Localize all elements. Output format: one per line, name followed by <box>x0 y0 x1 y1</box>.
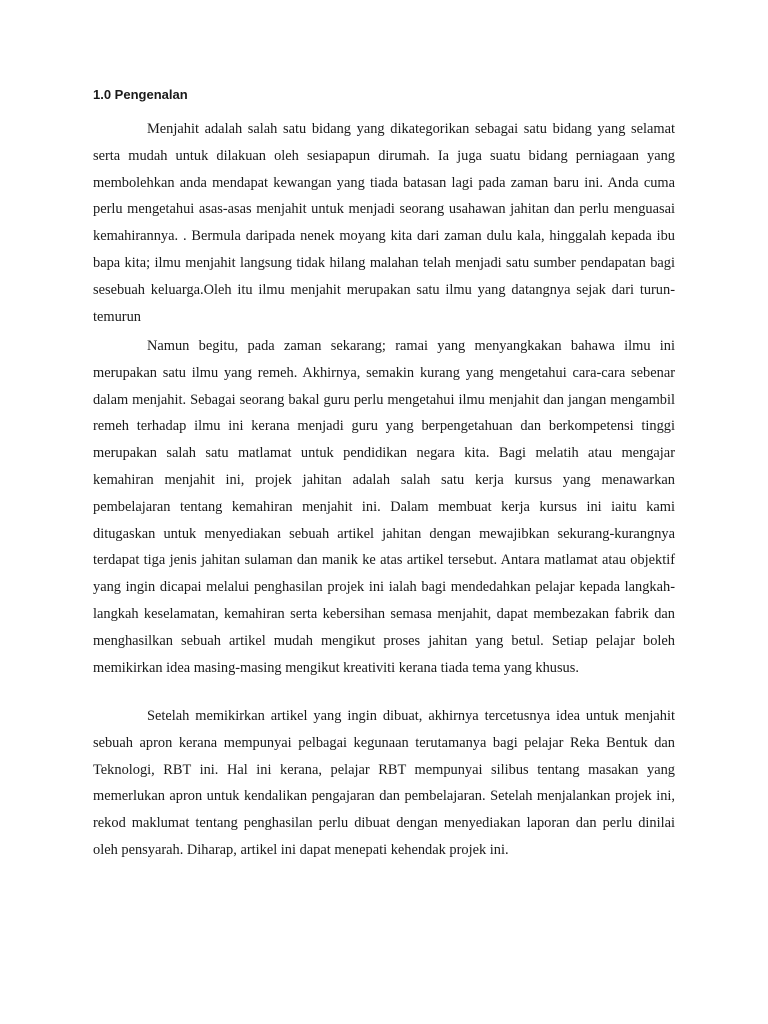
paragraph-3: Setelah memikirkan artikel yang ingin dibuat, akhirnya tercetusnya idea untuk menjahit sebuah apron kerana mempunyai pelbagai kegunaan terutamanya bagi pelajar Reka Bentuk dan Teknologi, RBT ini. Hal ini kerana, pelajar RBT mempunyai silibus tentang masakan yang memerlukan apron untuk kendalikan pengajaran dan pembelajaran. Setelah menjalankan projek ini, rekod maklumat tentang penghasilan perlu dibuat dengan menyediakan laporan dan perlu dinilai oleh pensyarah. Diharap, artikel ini dapat menepati kehendak projek ini. <box>93 708 675 858</box>
section-heading: 1.0 Pengenalan <box>93 87 188 102</box>
paragraph-2: Namun begitu, pada zaman sekarang; ramai yang menyangkakan bahawa ilmu ini merupakan satu ilmu yang remeh. Akhirnya, semakin kurang yang mengetahui cara-cara sebenar dalam menjahit. Sebagai seorang bakal guru perlu mengetahui ilmu menjahit dan jangan mengambil remeh terhadap ilmu ini kerana menjadi guru yang berpengetahuan dan berkompetensi tinggi merupakan salah satu matlamat untuk pendidikan negara kita. Bagi melatih atau mengajar kemahiran menjahit ini, projek jahitan adalah salah satu kerja kursus yang menawarkan pembelajaran tentang kemahiran menjahit ini. Dalam membuat kerja kursus ini iaitu kami ditugaskan untuk menyediakan sebuah artikel jahitan dengan mewajibkan sekurang-kurangnya terdapat tiga jenis jahitan sulaman dan manik ke atas artikel tersebut. Antara matlamat atau objektif yang ingin dicapai melalui penghasilan projek ini ialah bagi mendedahkan pelajar kepada langkah-langkah keselamatan, kemahiran serta kebersihan semasa menjahit, dapat membezakan fabrik dan menghasilkan sebuah artikel mudah mengikut proses jahitan yang betul. Setiap pelajar boleh memikirkan idea masing-masing mengikut kreativiti kerana tiada tema yang khusus. <box>93 338 675 676</box>
paragraph-1: Menjahit adalah salah satu bidang yang dikategorikan sebagai satu bidang yang selamat serta mudah untuk dilakuan oleh sesiapapun dirumah. Ia juga suatu bidang perniagaan yang membolehkan anda mendapat kewangan yang tiada batasan lagi pada zaman baru ini. Anda cuma perlu mengetahui asas-asas menjahit untuk menjadi seorang usahawan jahitan dan perlu menguasai kemahirannya. . Bermula daripada nenek moyang kita dari zaman dulu kala, hinggalah kepada ibu bapa kita; ilmu menjahit langsung tidak hilang malahan telah menjadi satu sumber pendapatan bagi sesebuah keluarga.Oleh itu ilmu menjahit merupakan satu ilmu yang datangnya sejak dari turun-temurun <box>93 121 675 325</box>
